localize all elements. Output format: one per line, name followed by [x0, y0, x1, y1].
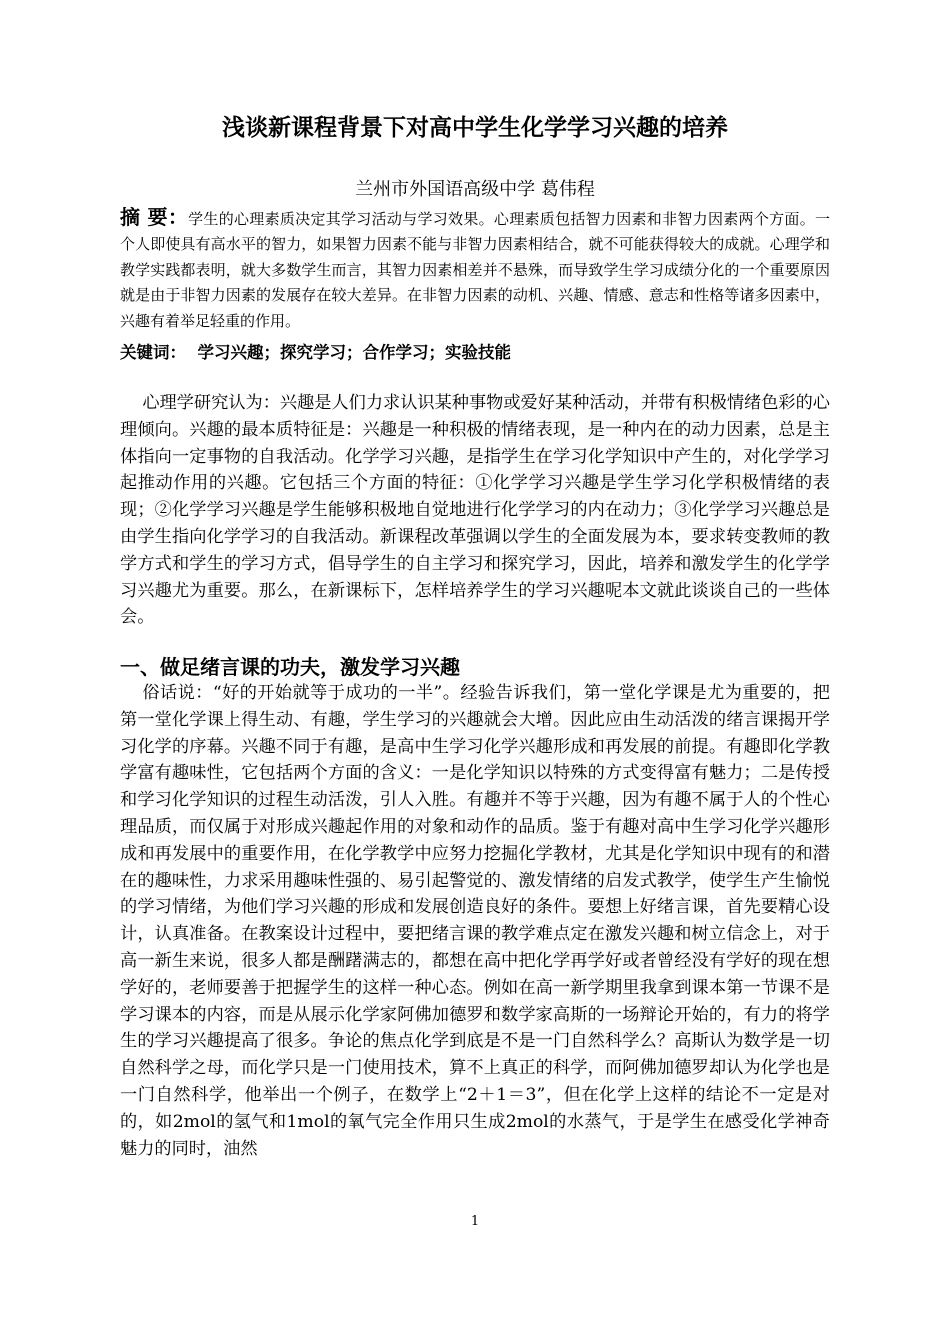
author-line: 兰州市外国语高级中学 葛伟程: [355, 179, 595, 200]
intro-paragraph: 心理学研究认为：兴趣是人们力求认识某种事物或爱好某种活动，并带有积极情绪色彩的心理倾向。兴趣的最本质特征是：兴趣是一种积极的情绪表现，是一种内在的动力因素，总是主体指向一定事物的自我活动。化学学习兴趣，是指学生在学习化学知识中产生的，对化学学习起推动作用的兴趣。它包括三个方面的特征：①化学学习兴趣是学生学习化学积极情绪的表现；②化学学习兴趣是学生能够积极地自觉地进行化学学习的内在动力；③化学学习兴趣总是由学生指向化学学习的自我活动。新课程改革强调以学生的全面发展为本，要求转变教师的教学方式和学生的学习方式，倡导学生的自主学习和探究学习，因此，培养和激发学生的化学学习兴趣尤为重要。那么，在新课标下，怎样培养学生的学习兴趣呢本文就此谈谈自己的一些体会。: [120, 393, 830, 628]
document-title: 浅谈新课程背景下对高中学生化学学习兴趣的培养: [222, 115, 728, 141]
page-number: 1: [470, 1214, 480, 1229]
abstract-text: 学生的心理素质决定其学习活动与学习效果。心理素质包括智力因素和非智力因素两个方面。一个人即使具有高水平的智力，如果智力因素不能与非智力因素相结合，就不可能获得较大的成就。心理学和教学实践都表明，就大多数学生而言，其智力因素相差并不悬殊，而导致学生学习成绩分化的一个重要原因就是由于非智力因素的发展存在较大差异。在非智力因素的动机、兴趣、情感、意志和性格等诸多因素中，兴趣有着举足轻重的作用。: [120, 210, 830, 330]
abstract-label: 摘 要：: [120, 205, 189, 229]
abstract: [120, 205, 830, 334]
keywords-text: 学习兴趣；探究学习；合作学习；实验技能: [197, 343, 511, 362]
section-heading: 一、做足绪言课的功夫，激发学习兴趣: [120, 655, 460, 679]
keywords: [120, 338, 830, 368]
section-paragraph: 俗话说：“好的开始就等于成功的一半”。经验告诉我们，第一堂化学课是尤为重要的，把第一堂化学课上得生动、有趣，学生学习的兴趣就会大增。因此应由生动活泼的绪言课揭开学习化学的序幕。兴趣不同于有趣，是高中生学习化学兴趣形成和再发展的前提。有趣即化学教学富有趣味性，它包括两个方面的含义：一是化学知识以特殊的方式变得富有魅力；二是传授和学习化学知识的过程生动活泼，引人入胜。有趣并不等于兴趣，因为有趣不属于人的个性心理品质，而仅属于对形成兴趣起作用的对象和动作的品质。鉴于有趣对高中生学习化学兴趣形成和再发展中的重要作用，在化学教学中应努力挖掘化学教材，尤其是化学知识中现有的和潜在的趣味性，力求采用趣味性强的、易引起警觉的、激发情绪的启发式教学，使学生产生愉悦的学习情绪，为他们学习兴趣的形成和发展创造良好的条件。要想上好绪言课，首先要精心设计，认真准备。在教案设计过程中，要把绪言课的教学难点定在激发兴趣和树立信念上，对于高一新生来说，很多人都是酬躇满志的，都想在高中把化学再学好或者曾经没有学好的现在想学好的，老师要善于把握学生的这样一种心态。例如在高一新学期里我拿到课本第一节课不是学习课本的内容，而是从展示化学家阿佛加德罗和数学家高斯的一场辩论开始的，有力的将学生的学习兴趣提高了很多。争论的焦点化学到底是不是一门自然科学么？高斯认为数学是一切自然科学之母，而化学只是一门使用技术，算不上真正的科学，而阿佛加德罗却认为化学也是一门自然科学，他举出一个例子，在数学上“2＋1＝3”，但在化学上这样的结论不一定是对的，如2mol的氢气和1mol的氧气完全作用只生成2mol的水蒸气，于是学生在感受化学神奇魅力的同时，油然: [120, 683, 830, 1159]
keywords-label: 关键词：: [120, 343, 186, 362]
